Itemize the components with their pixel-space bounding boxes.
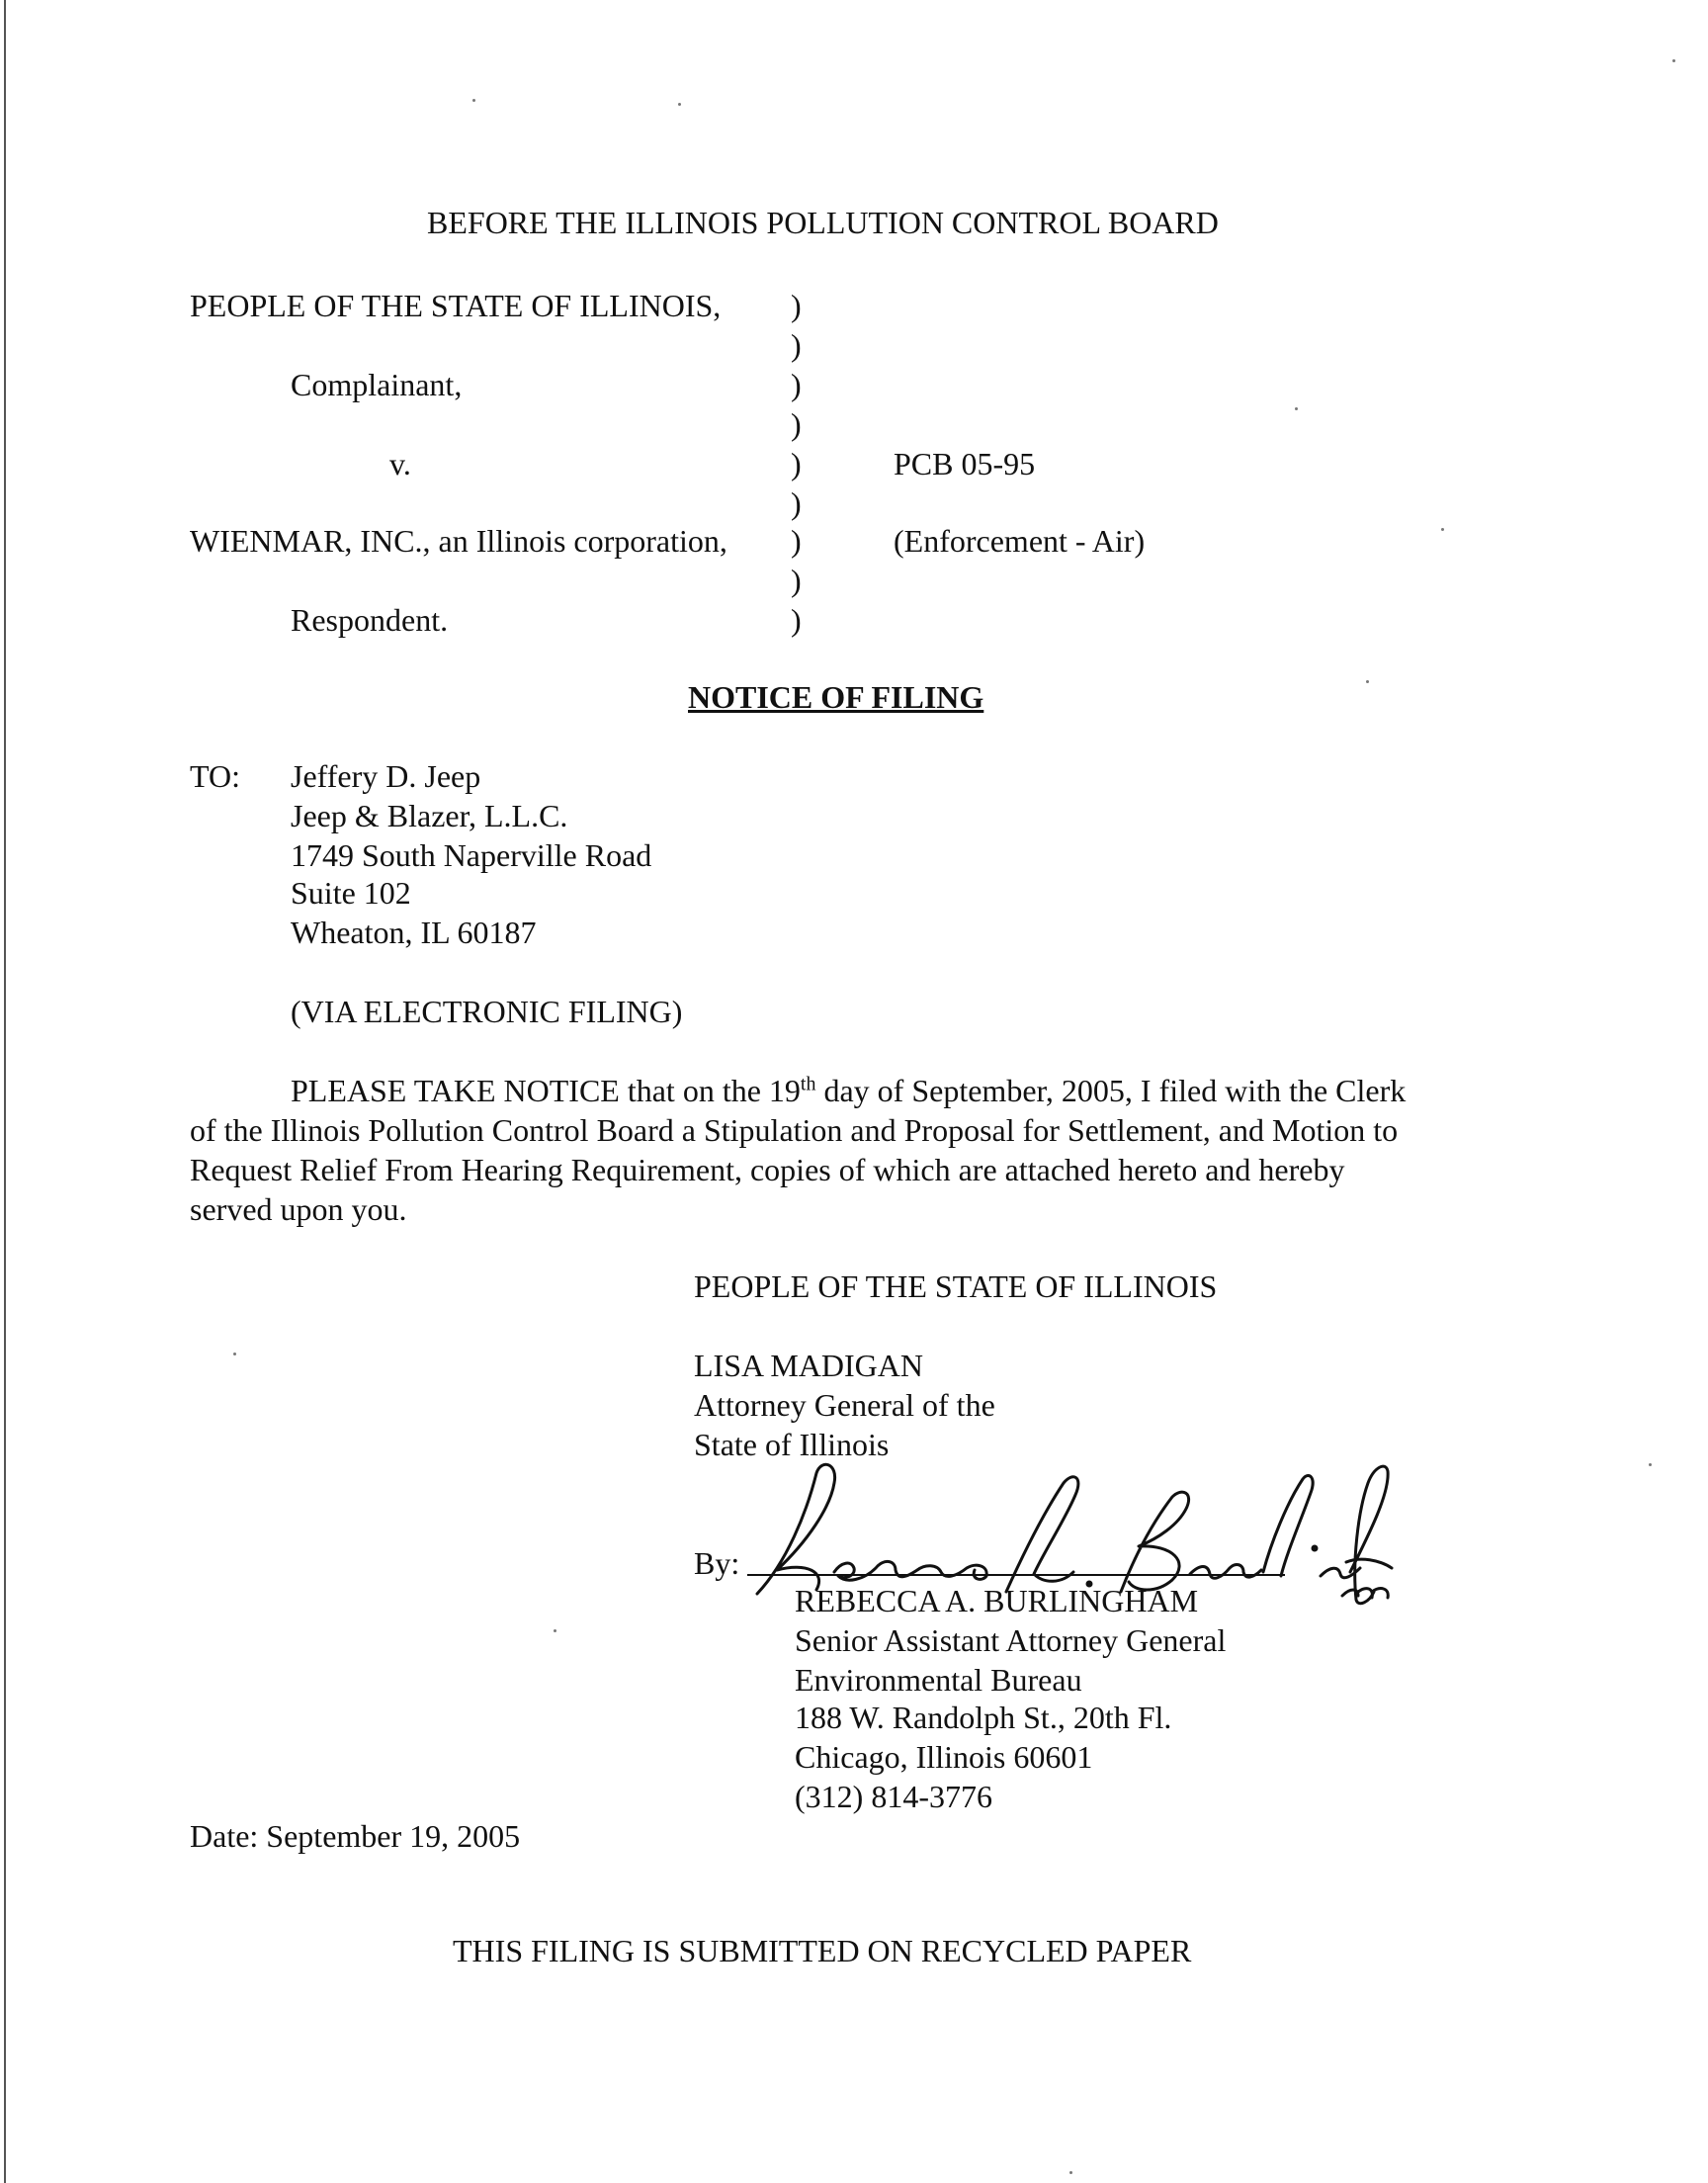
recipient-name: Jeffery D. Jeep — [291, 758, 481, 794]
filing-date: Date: September 19, 2005 — [190, 1818, 521, 1854]
scan-speck — [1672, 59, 1675, 62]
caption-paren: ) — [791, 602, 802, 638]
case-type: (Enforcement - Air) — [894, 523, 1146, 559]
scan-speck — [1069, 2171, 1072, 2174]
caption-paren: ) — [791, 563, 802, 598]
caption-paren: ) — [791, 523, 802, 559]
caption-paren: ) — [791, 446, 802, 481]
scan-speck — [1441, 528, 1444, 531]
signer-title: Senior Assistant Attorney General — [795, 1622, 1227, 1658]
ordinal-suffix: th — [800, 1073, 816, 1095]
body-line-3: Request Relief From Hearing Requirement, copies of which are attached hereto and hereby — [190, 1152, 1345, 1187]
body-line-1-end: day of September, 2005, I filed with the Clerk — [815, 1073, 1407, 1108]
defendant-role: Respondent. — [291, 602, 449, 638]
by-label: By: — [694, 1545, 740, 1581]
plaintiff-name: PEOPLE OF THE STATE OF ILLINOIS, — [190, 288, 722, 323]
defendant-name: WIENMAR, INC., an Illinois corporation, — [190, 523, 727, 559]
body-line-1-start: PLEASE TAKE NOTICE that on the 19 — [291, 1073, 801, 1108]
ag-title-2: State of Illinois — [694, 1427, 890, 1462]
notice-title: NOTICE OF FILING — [688, 679, 984, 715]
office-city: Chicago, Illinois 60601 — [795, 1739, 1093, 1775]
signer-name: REBECCA A. BURLINGHAM — [795, 1583, 1199, 1618]
scan-speck — [233, 1353, 236, 1355]
body-line-4: served upon you. — [190, 1191, 407, 1227]
office-phone: (312) 814-3776 — [795, 1779, 992, 1814]
caption-paren: ) — [791, 406, 802, 442]
versus: v. — [389, 446, 411, 481]
delivery-method: (VIA ELECTRONIC FILING) — [291, 994, 683, 1029]
scan-edge — [4, 0, 6, 2183]
plaintiff-role: Complainant, — [291, 367, 463, 402]
ag-name: LISA MADIGAN — [694, 1348, 923, 1383]
to-label: TO: — [190, 758, 240, 794]
recipient-suite: Suite 102 — [291, 875, 411, 911]
bureau: Environmental Bureau — [795, 1662, 1082, 1698]
scan-speck — [1366, 680, 1369, 683]
board-title: BEFORE THE ILLINOIS POLLUTION CONTROL BOARD — [427, 205, 1219, 240]
party-name: PEOPLE OF THE STATE OF ILLINOIS — [694, 1268, 1218, 1304]
scan-speck — [554, 1629, 556, 1632]
case-number: PCB 05-95 — [894, 446, 1036, 481]
recipient-city: Wheaton, IL 60187 — [291, 915, 537, 950]
caption-paren: ) — [791, 485, 802, 521]
scan-speck — [1649, 1463, 1652, 1466]
body-line-1 — [291, 1072, 1406, 1109]
caption-paren: ) — [791, 327, 802, 363]
scan-speck — [472, 99, 475, 102]
body-line-2: of the Illinois Pollution Control Board a Stipulation and Proposal for Settlement, and Motion to — [190, 1112, 1399, 1148]
scan-speck — [1295, 407, 1298, 410]
office-address: 188 W. Randolph St., 20th Fl. — [795, 1700, 1172, 1735]
caption-paren: ) — [791, 367, 802, 402]
caption-paren: ) — [791, 288, 802, 323]
recipient-firm: Jeep & Blazer, L.L.C. — [291, 798, 568, 833]
recycled-paper-note: THIS FILING IS SUBMITTED ON RECYCLED PAPER — [453, 1933, 1192, 1968]
recipient-street: 1749 South Naperville Road — [291, 837, 652, 873]
ag-title-1: Attorney General of the — [694, 1387, 995, 1423]
scan-speck — [678, 103, 681, 106]
